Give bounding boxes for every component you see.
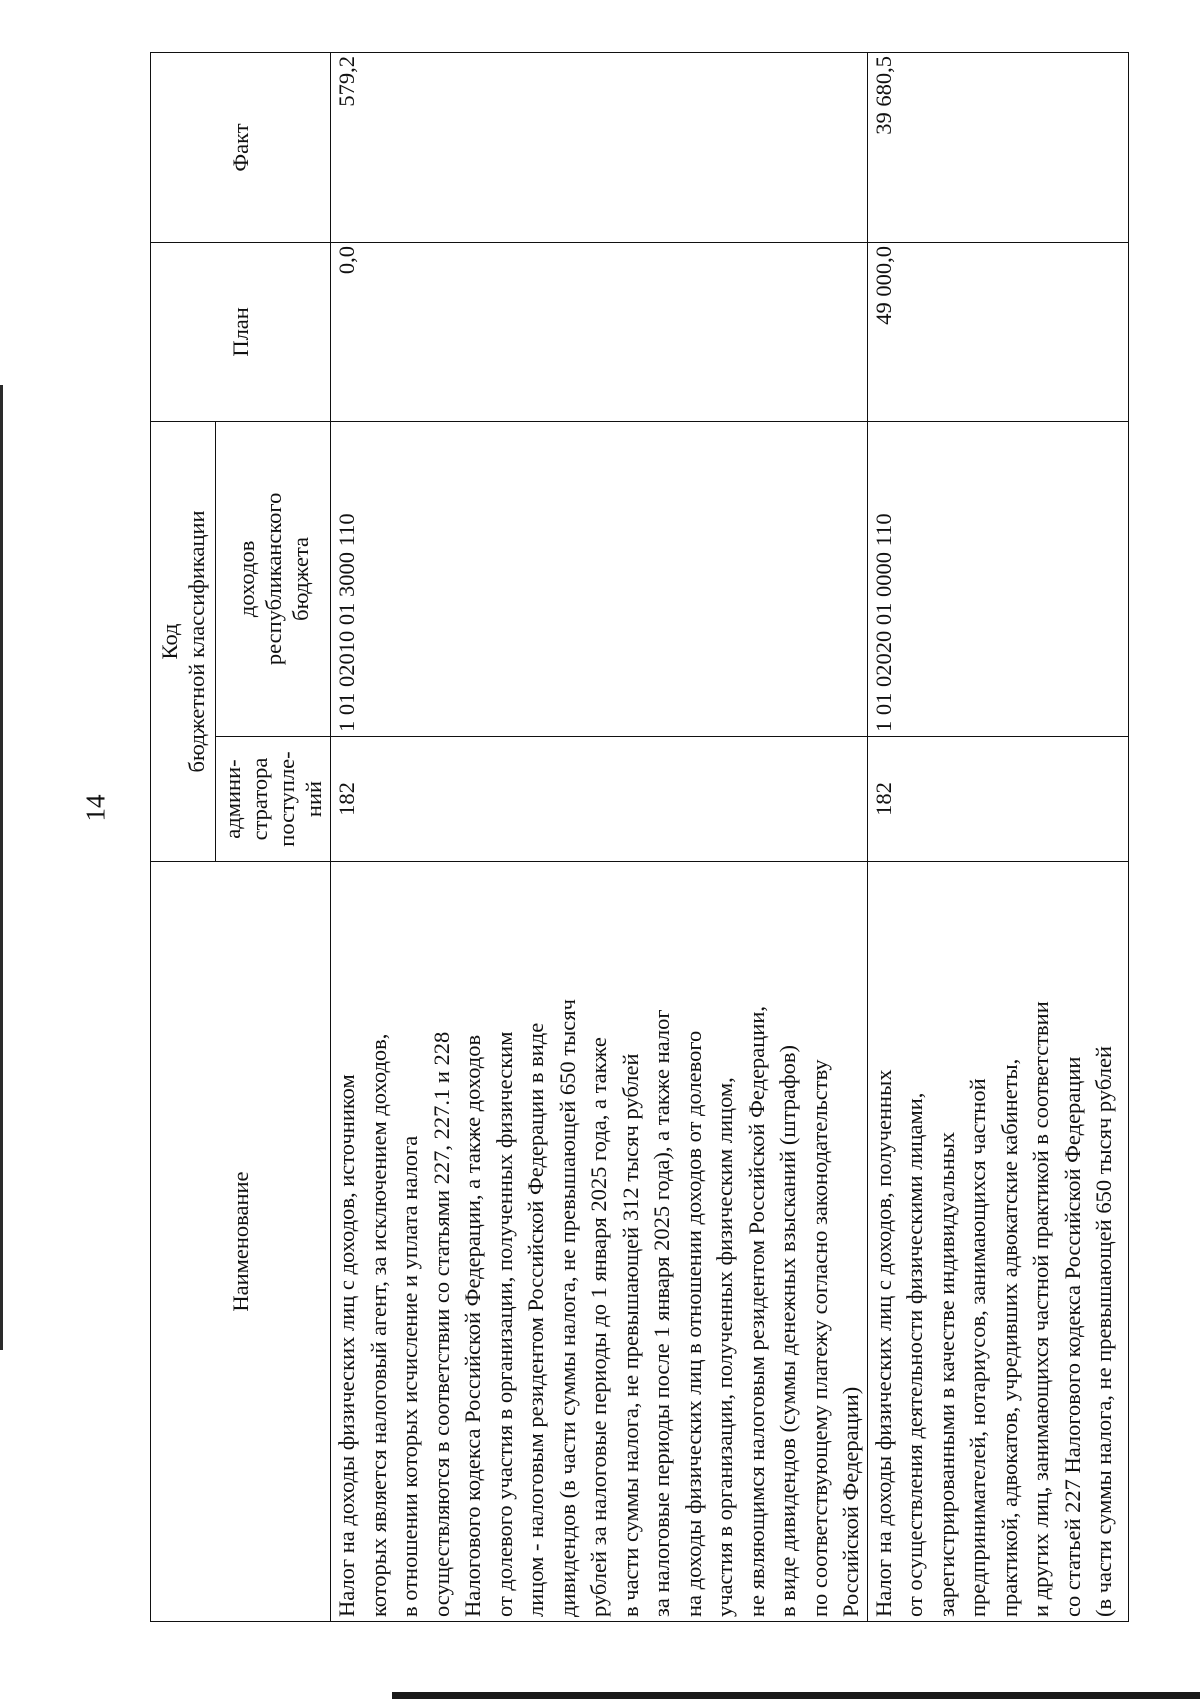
header-revenue-code — [216, 421, 331, 736]
row-revenue-code: 1 01 02010 01 3000 110 — [331, 421, 868, 736]
row-name-cell — [331, 862, 868, 1622]
row-name-line: со статьей 227 Налогового кодекса Российской Федерации — [1059, 1056, 1085, 1617]
header-code-line2: бюджетной классификации — [184, 510, 209, 773]
table-row — [867, 53, 1128, 1622]
header-revenue-code-line: республиканского — [260, 492, 286, 666]
scan-edge-bottom — [392, 1692, 1200, 1699]
header-name: Наименование — [151, 862, 331, 1622]
row-name-line: на доходы физических лиц в отношении доходов от долевого — [680, 1030, 706, 1617]
row-name-line: рублей за налоговые периоды до 1 января 2025 года, а также — [586, 1037, 611, 1617]
scan-edge-left — [0, 385, 3, 1350]
row-name-line: предпринимателей, нотариусов, занимающихся частной — [965, 1078, 990, 1617]
header-administrator-line: админи- — [220, 759, 245, 839]
row-name-line: дивидендов (в части суммы налога, не превышающей 650 тысяч — [554, 999, 580, 1617]
row-name-line: в виде дивидендов (суммы денежных взысканий (штрафов) — [775, 1045, 800, 1617]
row-name-line: осуществляются в соответствии со статьями 227, 227.1 и 228 — [428, 1031, 454, 1617]
header-fact: Факт — [151, 53, 331, 243]
row-name-line: за налоговые периоды после 1 января 2025 года), а также налог — [649, 1009, 674, 1617]
header-revenue-code-line: бюджета — [287, 536, 313, 621]
budget-revenue-table — [150, 52, 1129, 1622]
row-fact-value: 39 680,5 — [867, 53, 1128, 243]
row-name-line: практикой, адвокатов, учредивших адвокатские кабинеты, — [996, 1058, 1022, 1617]
rotated-table-frame — [150, 52, 1116, 1622]
row-name-line: Налог на доходы физических лиц с доходов, источником — [334, 1074, 359, 1617]
row-name-line: от долевого участия в организации, полученных физическим — [491, 1031, 517, 1617]
row-name-line: Российской Федерации) — [838, 1386, 863, 1617]
row-administrator-code: 182 — [331, 736, 868, 861]
row-name-line: и других лиц, занимающихся частной практикой в соответствии — [1028, 1001, 1053, 1617]
row-administrator-code: 182 — [867, 736, 1128, 861]
row-name-line: которых является налоговый агент, за исключением доходов, — [365, 1033, 391, 1617]
row-fact-value: 579,2 — [331, 53, 868, 243]
row-name-line: от осуществления деятельности физическими лицами, — [902, 1092, 927, 1617]
header-code-group — [151, 421, 216, 861]
header-administrator-line: поступле- — [274, 751, 299, 847]
row-name-line: лицом - налоговым резидентом Российской Федерации в виде — [523, 1022, 548, 1617]
row-name-line: не являющимся налоговым резидентом Российской Федерации, — [743, 1005, 769, 1617]
row-name-line: Налогового кодекса Российской Федерации, а также доходов — [460, 1034, 485, 1617]
header-revenue-code-line: доходов — [233, 540, 259, 618]
header-code-line1: Код — [157, 623, 182, 660]
row-name-line: в отношении которых исчисление и уплата налога — [397, 1135, 422, 1617]
header-administrator-line: ний — [301, 780, 326, 818]
row-name-line: зарегистрированными в качестве индивидуальных — [933, 1131, 959, 1617]
row-name-line: в части суммы налога, не превышающей 312 тысяч рублей — [617, 1053, 643, 1617]
header-row-1 — [151, 53, 216, 1622]
header-plan: План — [151, 243, 331, 422]
row-plan-value: 49 000,0 — [867, 243, 1128, 422]
header-administrator — [216, 736, 331, 861]
row-plan-value: 0,0 — [331, 243, 868, 422]
row-name-line: Налог на доходы физических лиц с доходов, полученных — [870, 1069, 896, 1617]
page-number-text: 14 — [80, 794, 111, 822]
row-name-line: участия в организации, полученных физическим лицом, — [712, 1077, 737, 1617]
row-name-line: (в части суммы налога, не превышающей 650 тысяч рублей — [1091, 1046, 1116, 1617]
table-row — [331, 53, 868, 1622]
row-revenue-code: 1 01 02020 01 0000 110 — [867, 421, 1128, 736]
row-name-cell — [867, 862, 1128, 1622]
row-name-line: по соответствующему платежу согласно законодательству — [806, 1059, 832, 1617]
header-administrator-line: стратора — [247, 757, 272, 841]
